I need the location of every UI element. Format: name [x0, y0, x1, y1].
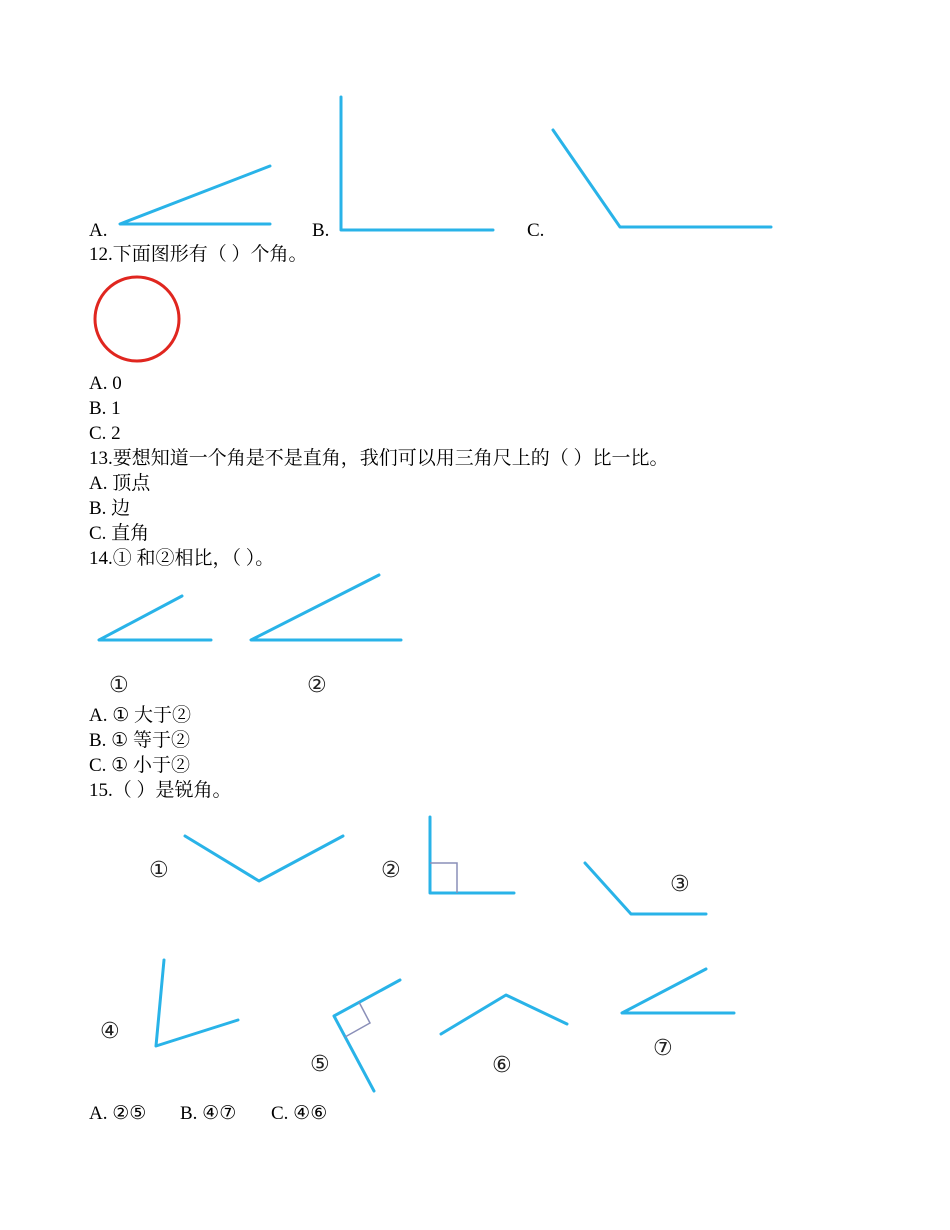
q14-question: 14.① 和②相比，（ ）。 [89, 548, 275, 569]
q11-figures [0, 0, 950, 245]
q15-label-2: ② [381, 858, 401, 883]
q15-angle-7 [622, 969, 734, 1013]
q13-option-b[interactable]: B. 边 [89, 498, 131, 519]
q11-angle-c [553, 130, 771, 227]
q15-question: 15.（ ）是锐角。 [89, 780, 232, 801]
red-circle [95, 277, 179, 361]
q12-option-b[interactable]: B. 1 [89, 398, 121, 419]
q15-angle-2 [430, 817, 514, 893]
q11-option-b[interactable]: B. [312, 220, 330, 241]
q13-option-a[interactable]: A. 顶点 [89, 473, 151, 494]
q11-angle-b [341, 97, 493, 230]
q12-question: 12.下面图形有（ ）个角。 [89, 244, 308, 265]
q14-option-a[interactable]: A. ① 大于② [89, 705, 192, 726]
q11-option-c[interactable]: C. [527, 220, 545, 241]
q15-figures [0, 805, 950, 1105]
q14-angle-2 [251, 575, 401, 640]
q15-angle-4 [156, 960, 238, 1046]
q15-option-c[interactable]: C. ④⑥ [271, 1103, 328, 1124]
q15-label-3: ③ [670, 872, 690, 897]
q11-angle-a [120, 166, 270, 224]
q12-option-a[interactable]: A. 0 [89, 373, 122, 394]
q15-angle-1 [185, 836, 343, 881]
q15-option-a[interactable]: A. ②⑤ [89, 1103, 147, 1124]
q13-question: 13.要想知道一个角是不是直角，我们可以用三角尺上的（ ）比一比。 [89, 448, 669, 469]
q14-angle-1 [99, 596, 211, 640]
q14-figures [0, 565, 950, 705]
q15-label-4: ④ [100, 1019, 120, 1044]
q14-option-b[interactable]: B. ① 等于② [89, 730, 190, 751]
q15-label-6: ⑥ [492, 1053, 512, 1078]
q15-right-angle-mark-2 [430, 863, 457, 893]
q15-label-5: ⑤ [310, 1052, 330, 1077]
q15-angle-6 [441, 995, 567, 1034]
q12-circle-figure [83, 265, 193, 375]
q15-label-1: ① [149, 858, 169, 883]
q15-option-b[interactable]: B. ④⑦ [180, 1103, 237, 1124]
q15-label-7: ⑦ [653, 1036, 673, 1061]
q13-option-c[interactable]: C. 直角 [89, 523, 150, 544]
q15-angle-5 [334, 980, 400, 1091]
q14-label-2: ② [307, 673, 327, 698]
q11-option-a[interactable]: A. [89, 220, 108, 241]
q14-label-1: ① [109, 673, 129, 698]
q12-option-c[interactable]: C. 2 [89, 423, 121, 444]
q14-option-c[interactable]: C. ① 小于② [89, 755, 190, 776]
